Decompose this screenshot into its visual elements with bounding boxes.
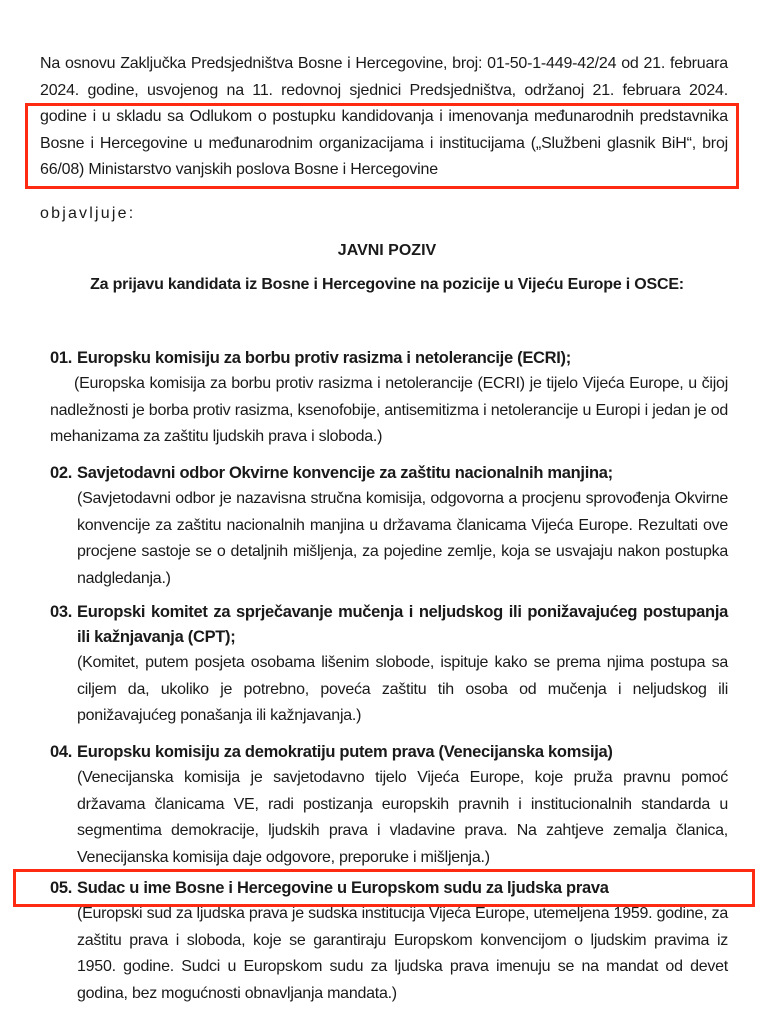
item-heading — [50, 740, 728, 765]
item-number: 03. — [50, 603, 73, 621]
item-heading — [50, 346, 728, 371]
item-heading-text: Sudac u ime Bosne i Hercegovine u Europskom sudu za ljudska prava — [77, 879, 609, 897]
item-heading-text: Savjetodavni odbor Okvirne konvencije za zaštitu nacionalnih manjina; — [77, 464, 613, 482]
item-heading-text: Europski komitet za sprječavanje mučenja i neljudskog ili ponižavajućeg postupanja ili kažnjavanja (CPT); — [77, 603, 728, 646]
item-heading — [50, 600, 728, 650]
item-description: (Europski sud za ljudska prava je sudska institucija Vijeća Europe, utemeljena 1959. godine, za zaštitu prava i sloboda, koje se garantiraju Europskom konvencijom o ljudskim pravima iz 1950. godine. Sudci u Europskom sudu za ljudska prava imenuju se na mandat od devet godina, bez mogućnosti obnavljanja mandata.) — [77, 905, 728, 1002]
item-number: 02. — [50, 464, 73, 482]
item-number: 01. — [50, 349, 73, 367]
item-heading-text: Europsku komisiju za demokratiju putem prava (Venecijanska komsija) — [77, 743, 613, 761]
highlight-box-intro — [25, 103, 739, 189]
item-heading-text: Europsku komisiju za borbu protiv rasizma i netolerancije (ECRI); — [77, 349, 571, 367]
item-number: 05. — [50, 879, 73, 897]
list-item-01 — [50, 346, 728, 451]
list-item-02 — [50, 461, 728, 592]
item-description: (Europska komisija za borbu protiv rasizma i netolerancije (ECRI) je tijelo Vijeća Europe, u čijoj nadležnosti je borba protiv rasizma, ksenofobije, antisemitizma i netolerancije u Europi i jedan je od mehanizama za zaštitu ljudskih prava i sloboda.) — [50, 375, 728, 445]
document-subtitle: Za prijavu kandidata iz Bosne i Hercegovine na pozicije u Vijeću Europe i OSCE: — [90, 276, 684, 293]
objavljuje-text: objavljuje: — [40, 205, 136, 222]
intro-paragraph: Na osnovu Zaključka Predsjedništva Bosne i Hercegovine, broj: 01-50-1-449-42/24 od 21. februara 2024. godine, usvojenog na 11. redovnoj sjednici Predsjedništva, održanoj 21. februara 2024. godine i u skladu sa Odlukom o postupku kandidovanja i imenovanja međunarodnih predstavnika Bosne i Hercegovine u međunarodnim organizacijama i institucijama („Službeni glasnik BiH“, broj 66/08) Ministarstvo vanjskih poslova Bosne i Hercegovine — [40, 55, 728, 178]
item-heading — [50, 461, 728, 486]
document-title: JAVNI POZIV — [337, 242, 437, 259]
item-description: (Venecijanska komisija je savjetodavno tijelo Vijeća Europe, koje pruža pravnu pomoć državama članicama VE, radi postizanja europskih pravnih i institucionalnih standarda u segmentima demokracije, ljudskih prava i vladavine prava. Na zahtjeve zemalja članica, Venecijanska komisija daje odgovore, preporuke i mišljenja.) — [77, 769, 728, 866]
list-item-04 — [50, 740, 728, 871]
item-description: (Savjetodavni odbor je nazavisna stručna komisija, odgovorna a procjenu sprovođenja Okvirne konvencije za zaštitu nacionalnih manjina u državama članicama Vijeća Europe. Rezultati ove procjene sastoje se o detaljnih mišljenja, za pojedine zemlje, koja se usvajaju nakon postupka nadgledanja.) — [77, 490, 728, 587]
item-number: 04. — [50, 743, 73, 761]
highlight-box-item-05 — [13, 869, 755, 907]
item-description: (Komitet, putem posjeta osobama lišenim slobode, ispituje kako se prema njima postupa sa ciljem da, ukoliko je potrebno, poveća zaštitu tih osoba od mučenja i neljudskog ili ponižavajućeg ponašanja ili kažnjavanja.) — [77, 654, 728, 724]
list-item-03 — [50, 600, 728, 730]
